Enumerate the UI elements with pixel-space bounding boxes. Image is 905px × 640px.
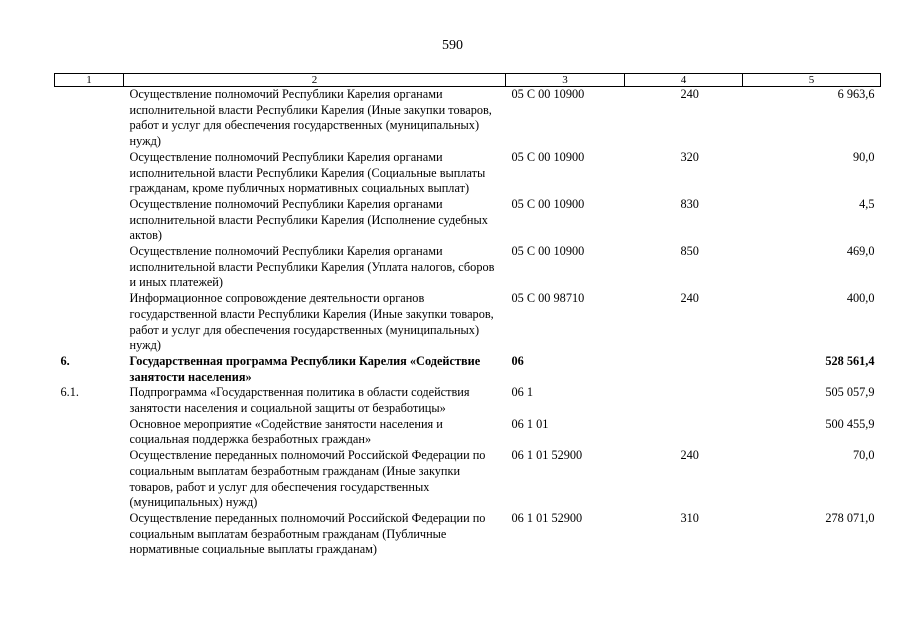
table-row xyxy=(55,244,881,291)
row-number: 6. xyxy=(60,353,70,368)
row-code: 05 С 00 98710 xyxy=(511,291,585,306)
row-code: 06 1 01 xyxy=(511,416,549,431)
row-code: 06 1 01 52900 xyxy=(511,448,583,463)
row-number xyxy=(55,244,124,291)
row-expense-type: 320 xyxy=(680,149,699,164)
table-row xyxy=(55,197,881,244)
row-name: Подпрограмма «Государственная политика в области содействия занятости населения и социальной защиты от безработицы» xyxy=(129,385,470,416)
row-code: 05 С 00 10900 xyxy=(511,87,585,101)
row-expense-type: 240 xyxy=(680,291,699,306)
table-row xyxy=(55,291,881,354)
table-body xyxy=(55,87,881,559)
row-amount: 4,5 xyxy=(859,196,875,211)
column-header-2: 2 xyxy=(124,74,506,87)
row-expense-type: 240 xyxy=(680,448,699,463)
row-amount: 400,0 xyxy=(846,291,875,306)
row-expense-type xyxy=(625,417,743,448)
table-row xyxy=(55,354,881,385)
budget-table xyxy=(54,73,881,558)
row-number xyxy=(55,448,124,511)
column-header-5: 5 xyxy=(743,74,881,87)
row-code: 06 xyxy=(511,353,524,368)
row-number xyxy=(55,150,124,197)
row-amount: 90,0 xyxy=(852,149,875,164)
row-name: Осуществление полномочий Республики Карелия органами исполнительной власти Республики Карелия (Уплата налогов, сборов и иных платежей) xyxy=(129,244,495,290)
row-code: 05 С 00 10900 xyxy=(511,149,585,164)
table-row xyxy=(55,150,881,197)
row-name: Осуществление переданных полномочий Российской Федерации по социальным выплатам безработным гражданам (Публичные нормативные социальные выплаты гражданам) xyxy=(129,510,486,557)
row-name: Осуществление переданных полномочий Российской Федерации по социальным выплатам безработным гражданам (Иные закупки товаров, работ и услуг для обеспечения государственных (муниципальных) нужд) xyxy=(129,448,486,510)
row-amount: 500 455,9 xyxy=(825,416,875,431)
row-name: Осуществление полномочий Республики Карелия органами исполнительной власти Республики Карелия (Социальные выплаты гражданам, кроме публичных нормативных социальных выплат) xyxy=(129,149,486,196)
table-row xyxy=(55,417,881,448)
row-name: Информационное сопровождение деятельности органов государственной власти Республики Карелия (Иные закупки товаров, работ и услуг для обеспечения государственных (муниципальных) нужд) xyxy=(129,291,494,353)
column-header-4: 4 xyxy=(625,74,743,87)
row-amount: 70,0 xyxy=(852,448,875,463)
row-number xyxy=(55,87,124,150)
row-code: 06 1 01 52900 xyxy=(511,510,583,525)
row-expense-type: 310 xyxy=(680,510,699,525)
row-name: Осуществление полномочий Республики Карелия органами исполнительной власти Республики Карелия (Иные закупки товаров, работ и услуг для обеспечения государственных (муниципальных) нужд) xyxy=(129,87,492,149)
row-number: 6.1. xyxy=(60,385,79,400)
row-amount: 469,0 xyxy=(846,244,875,259)
row-code: 05 С 00 10900 xyxy=(511,244,585,259)
table-row xyxy=(55,448,881,511)
row-number xyxy=(55,511,124,558)
column-number-row xyxy=(55,74,881,87)
page-number: 590 xyxy=(442,38,463,53)
row-number xyxy=(55,291,124,354)
column-header-3: 3 xyxy=(506,74,625,87)
row-number xyxy=(55,197,124,244)
row-amount: 6 963,6 xyxy=(837,87,875,101)
row-amount: 528 561,4 xyxy=(825,353,875,368)
row-amount: 505 057,9 xyxy=(825,385,875,400)
row-name: Основное мероприятие «Содействие занятости населения и социальная поддержка безработных граждан» xyxy=(129,416,443,447)
row-code: 05 С 00 10900 xyxy=(511,196,585,211)
row-code: 06 1 xyxy=(511,385,534,400)
row-expense-type: 830 xyxy=(680,196,699,211)
row-expense-type: 240 xyxy=(680,87,699,101)
table-row xyxy=(55,385,881,416)
row-name: Осуществление полномочий Республики Карелия органами исполнительной власти Республики Карелия (Исполнение судебных актов) xyxy=(129,196,488,243)
table-row xyxy=(55,511,881,558)
row-amount: 278 071,0 xyxy=(825,510,875,525)
row-number xyxy=(55,417,124,448)
row-expense-type xyxy=(625,385,743,416)
column-header-1: 1 xyxy=(55,74,124,87)
row-expense-type: 850 xyxy=(680,244,699,259)
table-row xyxy=(55,87,881,150)
row-name: Государственная программа Республики Карелия «Содействие занятости населения» xyxy=(129,353,481,384)
row-expense-type xyxy=(625,354,743,385)
